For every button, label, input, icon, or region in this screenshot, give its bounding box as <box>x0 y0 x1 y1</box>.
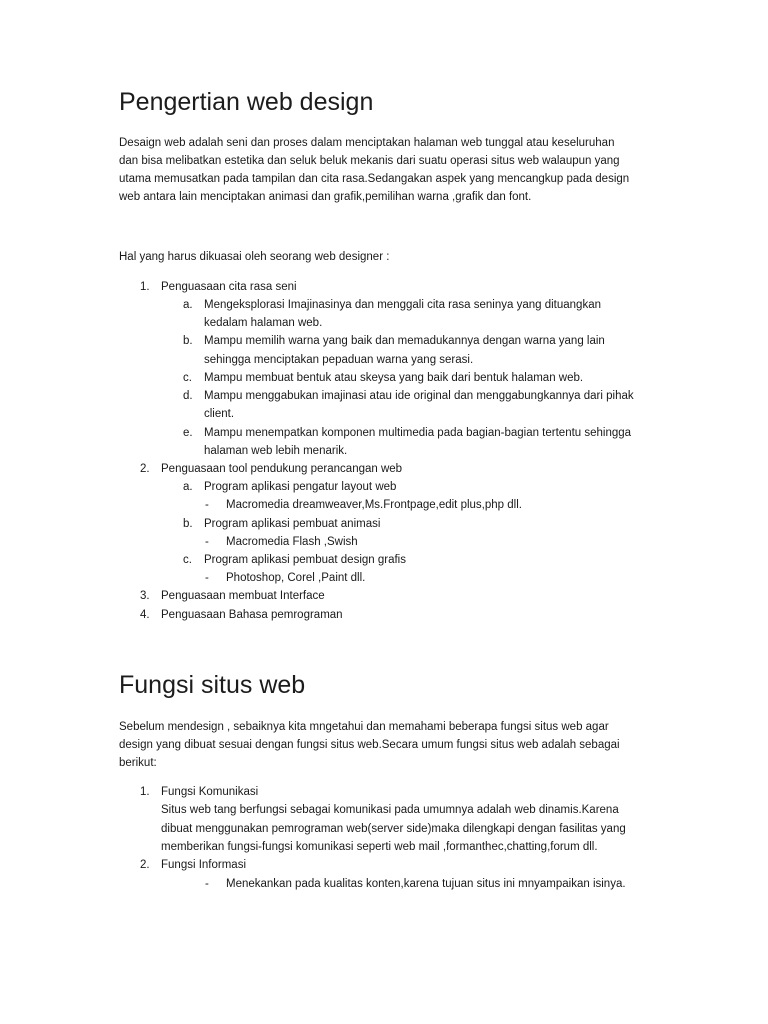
sublist-item-text: sehingga menciptakan pepaduan warna yang serasi. <box>204 354 474 366</box>
list-marker: 4. <box>140 609 150 621</box>
dash-marker: - <box>205 536 209 548</box>
sublist-item-text: Mengeksplorasi Imajinasinya dan menggali cita rasa seninya yang dituangkan <box>204 299 601 311</box>
sublist-item-text: Mampu menggabukan imajinasi atau ide original dan menggabungkannya dari pihak <box>204 390 634 402</box>
list-item-label: Penguasaan Bahasa pemrograman <box>161 609 343 621</box>
dash-item-text: Menekankan pada kualitas konten,karena tujuan situs ini mnyampaikan isinya. <box>226 878 626 890</box>
paragraph-line: Desaign web adalah seni dan proses dalam menciptakan halaman web tunggal atau keseluruhan <box>119 137 615 149</box>
sublist-marker: e. <box>183 427 193 439</box>
list-marker: 2. <box>140 859 150 871</box>
list-marker: 3. <box>140 590 150 602</box>
section-title: Pengertian web design <box>119 88 374 116</box>
sublist-item-text: Program aplikasi pembuat animasi <box>204 518 381 530</box>
dash-marker: - <box>205 499 209 511</box>
list-item-label: Penguasaan membuat Interface <box>161 590 325 602</box>
sublist-item-text: Mampu menempatkan komponen multimedia pada bagian-bagian tertentu sehingga <box>204 427 632 439</box>
dash-item-text: Macromedia Flash ,Swish <box>226 536 358 548</box>
list-item-body: dibuat menggunakan pemrograman web(server side)maka dilengkapi dengan fasilitas yang <box>161 823 626 835</box>
list-intro: Hal yang harus dikuasai oleh seorang web designer : <box>119 251 390 263</box>
list-marker: 1. <box>140 281 150 293</box>
paragraph-line: utama memusatkan pada tampilan dan cita rasa.Sedangakan aspek yang mencangkup pada design <box>119 173 630 185</box>
paragraph-line: berikut: <box>119 757 157 769</box>
sublist-marker: c. <box>183 372 192 384</box>
sublist-item-text: client. <box>204 408 235 420</box>
sublist-item-text: kedalam halaman web. <box>204 317 323 329</box>
sublist-item-text: Program aplikasi pembuat design grafis <box>204 554 406 566</box>
sublist-marker: b. <box>183 335 193 347</box>
list-item-label: Fungsi Komunikasi <box>161 786 259 798</box>
sublist-item-text: Mampu memilih warna yang baik dan memadukannya dengan warna yang lain <box>204 335 605 347</box>
sublist-item-text: Mampu membuat bentuk atau skeysa yang baik dari bentuk halaman web. <box>204 372 584 384</box>
dash-marker: - <box>205 572 209 584</box>
list-marker: 1. <box>140 786 150 798</box>
list-item-body: memberikan fungsi-fungsi komunikasi seperti web mail ,formanthec,chatting,forum dll. <box>161 841 598 853</box>
sublist-item-text: halaman web lebih menarik. <box>204 445 348 457</box>
list-item-body: Situs web tang berfungsi sebagai komunikasi pada umumnya adalah web dinamis.Karena <box>161 804 619 816</box>
list-item-label: Penguasaan tool pendukung perancangan web <box>161 463 403 475</box>
sublist-marker: a. <box>183 299 193 311</box>
list-marker: 2. <box>140 463 150 475</box>
paragraph-line: Sebelum mendesign , sebaiknya kita mngetahui dan memahami beberapa fungsi situs web agar <box>119 721 609 733</box>
sublist-marker: b. <box>183 518 193 530</box>
dash-item-text: Macromedia dreamweaver,Ms.Frontpage,edit plus,php dll. <box>226 499 522 511</box>
paragraph-line: dan bisa melibatkan estetika dan seluk beluk mekanis dari suatu operasi situs web walaupun yang <box>119 155 620 167</box>
paragraph-line: web antara lain menciptakan animasi dan grafik,pemilihan warna ,grafik dan font. <box>119 191 532 203</box>
section-title: Fungsi situs web <box>119 671 306 699</box>
dash-item-text: Photoshop, Corel ,Paint dll. <box>226 572 366 584</box>
sublist-marker: a. <box>183 481 193 493</box>
paragraph-line: design yang dibuat sesuai dengan fungsi situs web.Secara umum fungsi situs web adalah sebagai <box>119 739 620 751</box>
dash-marker: - <box>205 878 209 890</box>
list-item-label: Penguasaan cita rasa seni <box>161 281 297 293</box>
list-item-label: Fungsi Informasi <box>161 859 247 871</box>
sublist-marker: c. <box>183 554 192 566</box>
sublist-marker: d. <box>183 390 193 402</box>
sublist-item-text: Program aplikasi pengatur layout web <box>204 481 397 493</box>
